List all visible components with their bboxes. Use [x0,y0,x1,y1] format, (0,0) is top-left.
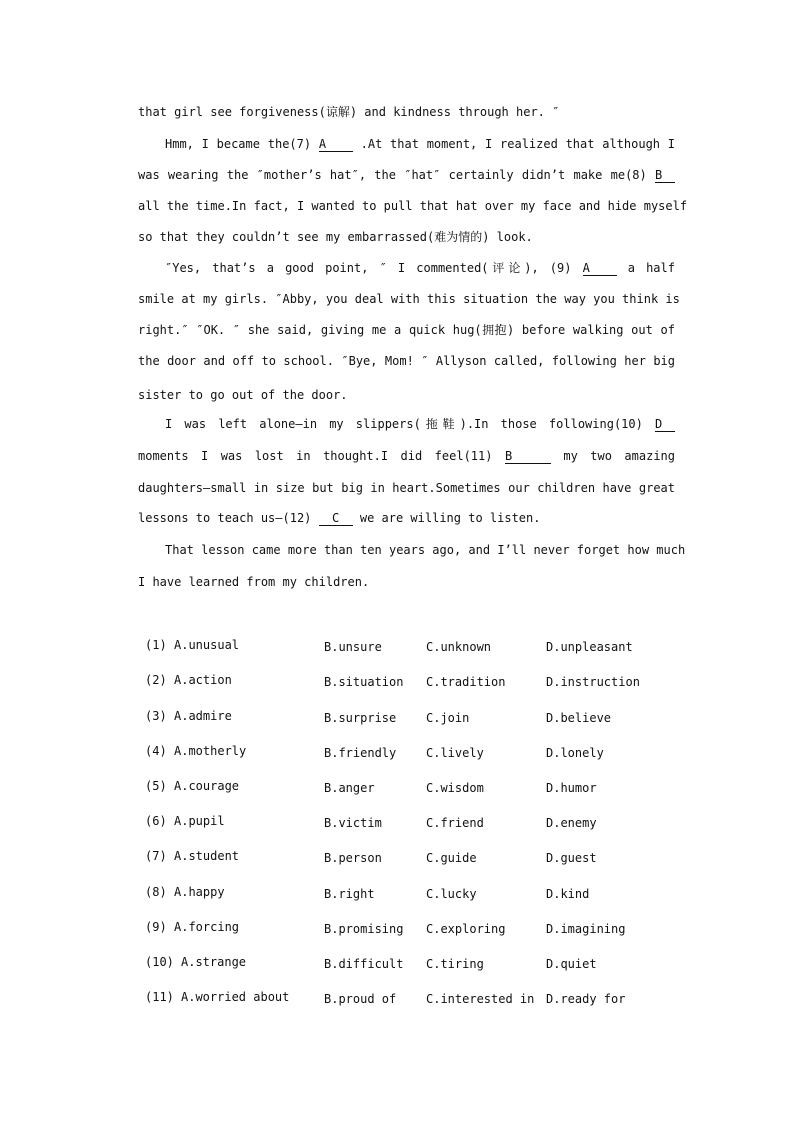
answer-blank: C [319,511,353,526]
option-b: B.right [324,887,375,901]
passage-text: right.″ ″OK. ″ she said, giving me a quick hug(拥抱) before walking out of [138,323,675,337]
option-d: D.enemy [546,816,597,830]
passage-text: all the time.In fact, I wanted to pull that hat over my face and hide myself [138,199,688,213]
option-b: B.situation [324,675,404,689]
passage-line [138,480,675,496]
passage-line [138,104,675,120]
passage-text: daughters—small in size but big in heart.Sometimes our children have great [138,481,675,495]
option-d: D.guest [546,851,597,865]
option-b: B.friendly [324,746,397,760]
question-number: (8) [145,885,167,899]
option-d: D.instruction [546,675,640,689]
question-number: (7) [145,849,167,863]
question-number: (5) [145,779,167,793]
passage-line [138,322,675,338]
question-number: (9) [145,920,167,934]
passage-text: my two amazing [550,449,675,463]
option-a: A.action [174,673,232,687]
option-a: A.pupil [174,814,225,828]
passage-text: That lesson came more than ten years ago, and I’ll never forget how much [165,543,686,557]
passage-line [138,387,675,403]
option-a: A.worried about [181,990,290,1004]
option-a: A.admire [174,709,232,723]
passage-text: that girl see forgiveness(谅解) and kindness through her. ″ [138,105,560,119]
option-d: D.lonely [546,746,604,760]
passage-line [138,291,680,307]
option-a: A.forcing [174,920,240,934]
option-d: D.imagining [546,922,626,936]
option-a: A.strange [181,955,247,969]
passage-line [138,198,688,214]
option-d: D.believe [546,711,612,725]
passage-text: I have learned from my children. [138,575,370,589]
option-c: C.interested in [426,992,535,1006]
option-a: A.unusual [174,638,240,652]
option-d: D.kind [546,887,590,901]
option-b: B.person [324,851,382,865]
passage-text: was wearing the ″mother’s hat″, the ″hat″ certainly didn’t make me(8) [138,168,655,182]
passage-line [138,448,675,464]
option-c: C.guide [426,851,477,865]
answer-blank: D [655,417,675,432]
passage-line [138,574,675,590]
option-d: D.humor [546,781,597,795]
option-d: D.unpleasant [546,640,633,654]
passage-text: ″Yes, that’s a good point, ″ I commented(评论), (9) [165,261,583,275]
option-c: C.wisdom [426,781,484,795]
passage-text: lessons to teach us—(12) [138,511,319,525]
option-d: D.quiet [546,957,597,971]
answer-blank: B [505,449,551,464]
passage-line [138,510,675,526]
option-c: C.tradition [426,675,506,689]
passage-text: sister to go out of the door. [138,388,348,402]
question-number: (10) [145,955,174,969]
passage-text: so that they couldn’t see my embarrassed(难为情的) look. [138,230,533,244]
passage-text: Hmm, I became the(7) [165,137,319,151]
option-d: D.ready for [546,992,626,1006]
passage-text: .At that moment, I realized that although I [352,137,676,151]
question-number: (11) [145,990,174,1004]
passage-line [138,229,675,245]
option-a: A.happy [174,885,225,899]
passage-line [138,353,675,369]
question-number: (3) [145,709,167,723]
answer-blank: A [319,137,353,152]
option-b: B.proud of [324,992,397,1006]
option-b: B.promising [324,922,404,936]
passage-text: the door and off to school. ″Bye, Mom! ″ Allyson called, following her big [138,354,675,368]
option-c: C.lively [426,746,484,760]
passage-text: we are willing to listen. [352,511,541,525]
option-b: B.difficult [324,957,404,971]
passage-line [165,136,675,152]
passage-line [165,542,686,558]
option-a: A.student [174,849,240,863]
option-c: C.join [426,711,470,725]
option-b: B.surprise [324,711,397,725]
option-a: A.courage [174,779,240,793]
passage-text: smile at my girls. ″Abby, you deal with this situation the way you think is [138,292,680,306]
passage-line [165,416,675,432]
passage-text: I was left alone—in my slippers(拖鞋).In those following(10) [165,417,655,431]
answer-blank: A [583,261,617,276]
option-c: C.unknown [426,640,492,654]
passage-line [165,260,675,276]
option-c: C.lucky [426,887,477,901]
question-number: (2) [145,673,167,687]
option-a: A.motherly [174,744,247,758]
option-c: C.tiring [426,957,484,971]
option-b: B.unsure [324,640,382,654]
question-number: (4) [145,744,167,758]
question-number: (1) [145,638,167,652]
passage-text: a half [616,261,675,275]
option-c: C.exploring [426,922,506,936]
question-number: (6) [145,814,167,828]
answer-blank: B [655,168,675,183]
passage-text: moments I was lost in thought.I did feel(11) [138,449,505,463]
option-c: C.friend [426,816,484,830]
passage-line [138,167,675,183]
option-b: B.victim [324,816,382,830]
option-b: B.anger [324,781,375,795]
